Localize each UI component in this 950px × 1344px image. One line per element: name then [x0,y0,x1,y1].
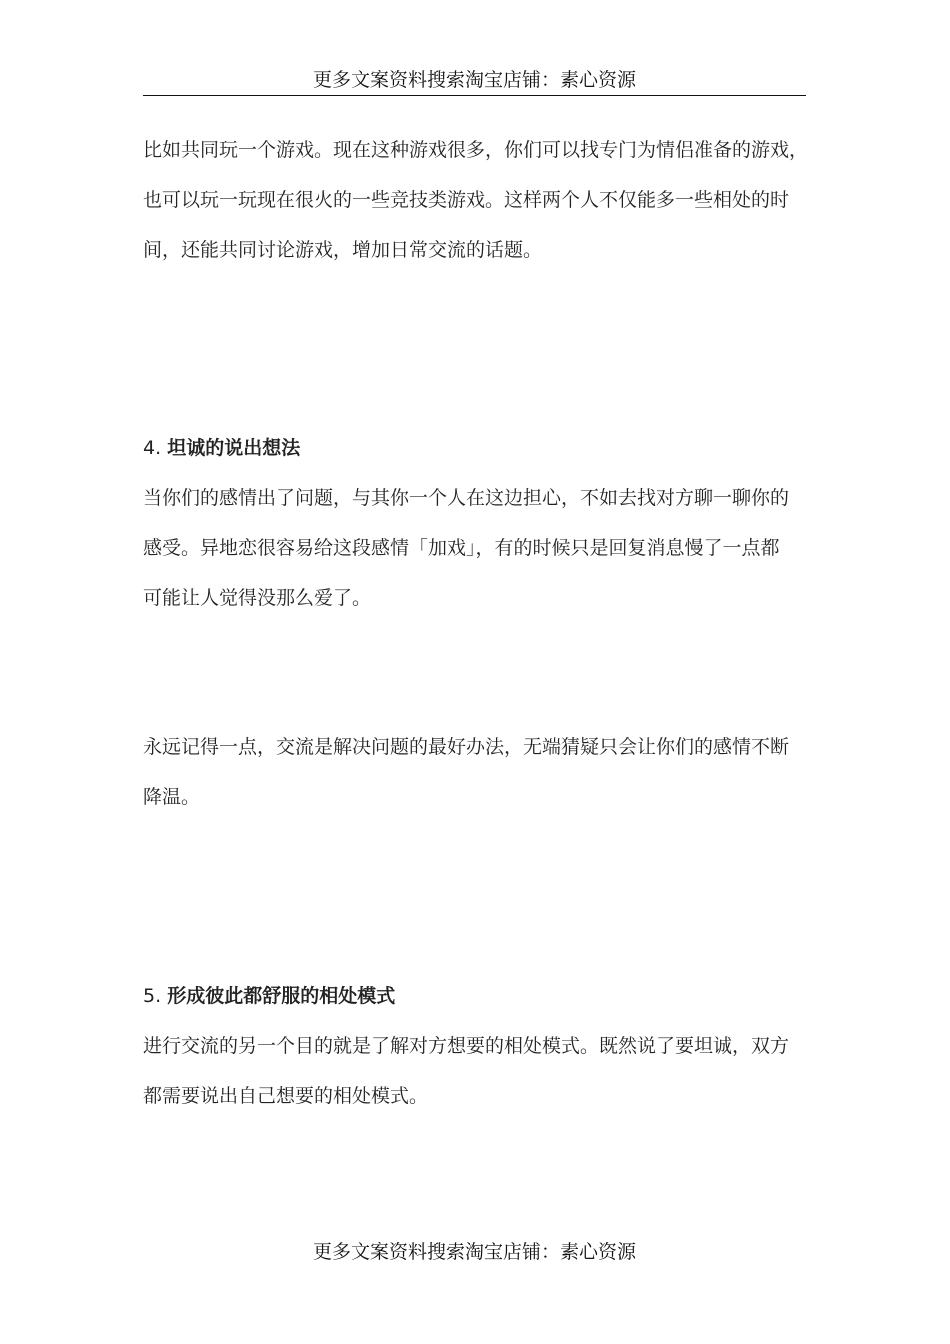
paragraph-line: 可能让人觉得没那么爱了。 [143,587,372,609]
paragraph-line: 都需要说出自己想要的相处模式。 [143,1085,429,1107]
paragraph-line: 间，还能共同讨论游戏，增加日常交流的话题。 [143,239,543,261]
section-number: 4. [143,437,162,459]
section-number: 5. [143,985,162,1007]
paragraph-line: 进行交流的另一个目的就是了解对方想要的相处模式。既然说了要坦诚，双方 [143,1035,790,1057]
paragraph-line: 永远记得一点，交流是解决问题的最好办法，无端猜疑只会让你们的感情不断 [143,736,790,758]
paragraph-line: 也可以玩一玩现在很火的一些竞技类游戏。这样两个人不仅能多一些相处的时 [143,189,790,211]
page-footer [143,1238,806,1266]
section-title: 坦诚的说出想法 [167,437,301,459]
page-header [143,66,806,96]
paragraph-line: 比如共同玩一个游戏。现在这种游戏很多，你们可以找专门为情侣准备的游戏， [143,139,809,161]
footer-text: 更多文案资料搜索淘宝店铺：素心资源 [312,1241,636,1263]
paragraph-line: 降温。 [143,786,201,808]
paragraph-line: 感受。异地恋很容易给这段感情「加戏」，有的时候只是回复消息慢了一点都 [143,537,780,559]
paragraph-line: 当你们的感情出了问题，与其你一个人在这边担心，不如去找对方聊一聊你的 [143,487,790,509]
section-title: 形成彼此都舒服的相处模式 [167,985,396,1007]
section-5-heading [143,982,395,1010]
section-4-heading [143,434,300,462]
header-text: 更多文案资料搜索淘宝店铺：素心资源 [312,69,636,91]
